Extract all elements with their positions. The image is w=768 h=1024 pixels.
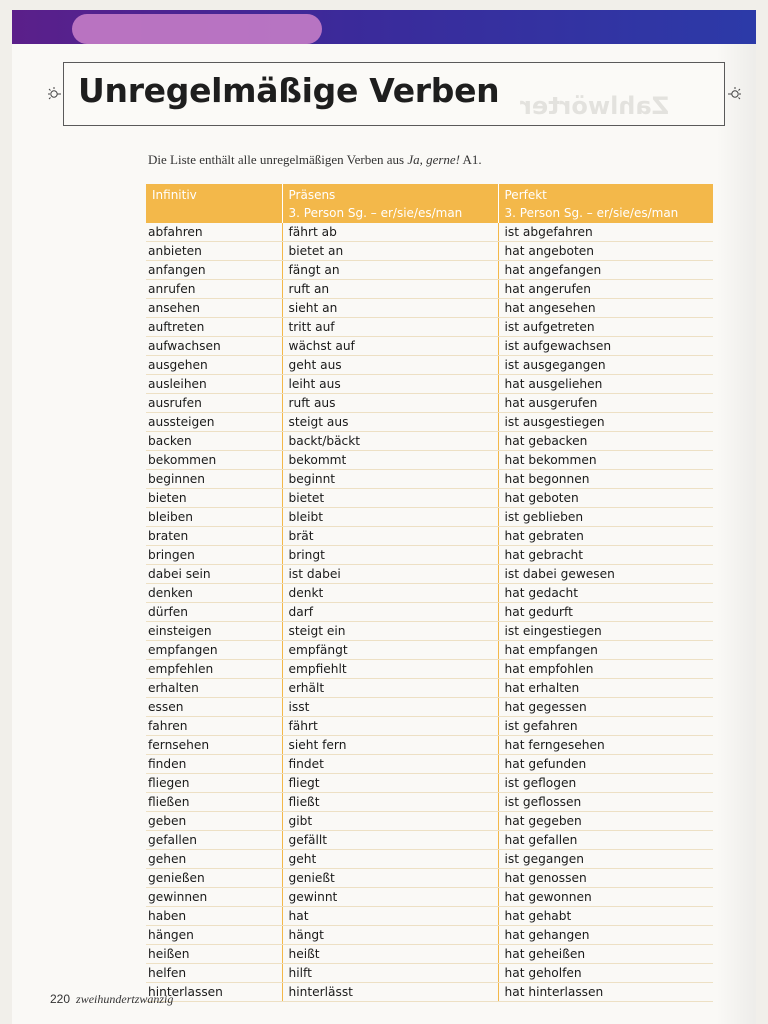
- praesens-cell: denkt: [282, 584, 498, 603]
- perfekt-cell: ist ausgestiegen: [498, 413, 713, 432]
- table-row: [146, 546, 713, 565]
- table-row: [146, 850, 713, 869]
- praesens-cell: findet: [282, 755, 498, 774]
- top-color-band: [12, 10, 756, 44]
- praesens-cell: sieht fern: [282, 736, 498, 755]
- infinitiv-cell: essen: [146, 698, 282, 717]
- praesens-cell: fährt ab: [282, 223, 498, 242]
- perfekt-cell: hat gewonnen: [498, 888, 713, 907]
- table-row: [146, 641, 713, 660]
- intro-text: [148, 152, 482, 168]
- table-header-row: [146, 184, 713, 204]
- page-shadow: [716, 44, 756, 1024]
- table-row: [146, 983, 713, 1002]
- praesens-cell: wächst auf: [282, 337, 498, 356]
- perfekt-cell: ist gegangen: [498, 850, 713, 869]
- table-row: [146, 869, 713, 888]
- table-row: [146, 223, 713, 242]
- perfekt-cell: hat angesehen: [498, 299, 713, 318]
- praesens-cell: hängt: [282, 926, 498, 945]
- header-praesens: Präsens: [282, 184, 498, 204]
- praesens-cell: heißt: [282, 945, 498, 964]
- praesens-cell: hat: [282, 907, 498, 926]
- praesens-cell: bietet: [282, 489, 498, 508]
- praesens-cell: beginnt: [282, 470, 498, 489]
- infinitiv-cell: gehen: [146, 850, 282, 869]
- praesens-cell: geht aus: [282, 356, 498, 375]
- praesens-cell: bietet an: [282, 242, 498, 261]
- table-row: [146, 622, 713, 641]
- praesens-cell: geht: [282, 850, 498, 869]
- perfekt-cell: hat genossen: [498, 869, 713, 888]
- table-row: [146, 242, 713, 261]
- infinitiv-cell: ansehen: [146, 299, 282, 318]
- infinitiv-cell: abfahren: [146, 223, 282, 242]
- perfekt-cell: hat begonnen: [498, 470, 713, 489]
- table-row: [146, 945, 713, 964]
- header-praesens-sub: 3. Person Sg. – er/sie/es/man: [282, 204, 498, 223]
- perfekt-cell: ist geflogen: [498, 774, 713, 793]
- infinitiv-cell: bleiben: [146, 508, 282, 527]
- perfekt-cell: hat gedacht: [498, 584, 713, 603]
- book-title: Ja, gerne!: [407, 152, 461, 167]
- table-row: [146, 508, 713, 527]
- lightbulb-icon: [46, 86, 62, 102]
- table-row: [146, 603, 713, 622]
- perfekt-cell: hat ausgerufen: [498, 394, 713, 413]
- praesens-cell: empfiehlt: [282, 660, 498, 679]
- table-row: [146, 812, 713, 831]
- infinitiv-cell: ausleihen: [146, 375, 282, 394]
- header-perfekt-sub: 3. Person Sg. – er/sie/es/man: [498, 204, 713, 223]
- praesens-cell: hilft: [282, 964, 498, 983]
- header-perfekt: Perfekt: [498, 184, 713, 204]
- table-row: [146, 736, 713, 755]
- infinitiv-cell: backen: [146, 432, 282, 451]
- infinitiv-cell: ausrufen: [146, 394, 282, 413]
- infinitiv-cell: denken: [146, 584, 282, 603]
- table-row: [146, 299, 713, 318]
- perfekt-cell: ist aufgewachsen: [498, 337, 713, 356]
- perfekt-cell: hat empfangen: [498, 641, 713, 660]
- praesens-cell: darf: [282, 603, 498, 622]
- infinitiv-cell: bekommen: [146, 451, 282, 470]
- page-title: Unregelmäßige Verben: [78, 71, 500, 110]
- praesens-cell: leiht aus: [282, 375, 498, 394]
- perfekt-cell: hat angeboten: [498, 242, 713, 261]
- table-row: [146, 470, 713, 489]
- perfekt-cell: hat angerufen: [498, 280, 713, 299]
- intro-after: A1.: [460, 152, 482, 167]
- table-row: [146, 356, 713, 375]
- header-infinitiv-sub: [146, 204, 282, 223]
- praesens-cell: bringt: [282, 546, 498, 565]
- praesens-cell: fliegt: [282, 774, 498, 793]
- table-row: [146, 432, 713, 451]
- perfekt-cell: ist geblieben: [498, 508, 713, 527]
- infinitiv-cell: helfen: [146, 964, 282, 983]
- lightbulb-icon: [727, 86, 743, 102]
- table-subheader-row: [146, 204, 713, 223]
- perfekt-cell: hat gefunden: [498, 755, 713, 774]
- table-row: [146, 888, 713, 907]
- perfekt-cell: ist aufgetreten: [498, 318, 713, 337]
- table-row: [146, 755, 713, 774]
- praesens-cell: ist dabei: [282, 565, 498, 584]
- praesens-cell: sieht an: [282, 299, 498, 318]
- praesens-cell: gefällt: [282, 831, 498, 850]
- table-row: [146, 698, 713, 717]
- infinitiv-cell: einsteigen: [146, 622, 282, 641]
- praesens-cell: brät: [282, 527, 498, 546]
- praesens-cell: erhält: [282, 679, 498, 698]
- praesens-cell: bleibt: [282, 508, 498, 527]
- praesens-cell: tritt auf: [282, 318, 498, 337]
- praesens-cell: empfängt: [282, 641, 498, 660]
- infinitiv-cell: gewinnen: [146, 888, 282, 907]
- infinitiv-cell: hinterlassen: [146, 983, 282, 1002]
- praesens-cell: fängt an: [282, 261, 498, 280]
- praesens-cell: bekommt: [282, 451, 498, 470]
- page-footer: [50, 992, 173, 1007]
- perfekt-cell: hat gehabt: [498, 907, 713, 926]
- infinitiv-cell: fernsehen: [146, 736, 282, 755]
- infinitiv-cell: haben: [146, 907, 282, 926]
- infinitiv-cell: hängen: [146, 926, 282, 945]
- praesens-cell: backt/bäckt: [282, 432, 498, 451]
- praesens-cell: steigt ein: [282, 622, 498, 641]
- page-number-word: zweihundertzwanzig: [76, 992, 174, 1006]
- praesens-cell: fließt: [282, 793, 498, 812]
- table-row: [146, 261, 713, 280]
- table-row: [146, 964, 713, 983]
- table-row: [146, 451, 713, 470]
- perfekt-cell: hat angefangen: [498, 261, 713, 280]
- table-row: [146, 584, 713, 603]
- table-row: [146, 565, 713, 584]
- infinitiv-cell: bringen: [146, 546, 282, 565]
- table-row: [146, 793, 713, 812]
- infinitiv-cell: finden: [146, 755, 282, 774]
- infinitiv-cell: fließen: [146, 793, 282, 812]
- table-row: [146, 774, 713, 793]
- infinitiv-cell: dabei sein: [146, 565, 282, 584]
- infinitiv-cell: aufwachsen: [146, 337, 282, 356]
- praesens-cell: gewinnt: [282, 888, 498, 907]
- perfekt-cell: ist dabei gewesen: [498, 565, 713, 584]
- infinitiv-cell: fliegen: [146, 774, 282, 793]
- infinitiv-cell: anbieten: [146, 242, 282, 261]
- table-row: [146, 831, 713, 850]
- praesens-cell: isst: [282, 698, 498, 717]
- table-row: [146, 527, 713, 546]
- infinitiv-cell: auftreten: [146, 318, 282, 337]
- perfekt-cell: hat geheißen: [498, 945, 713, 964]
- praesens-cell: genießt: [282, 869, 498, 888]
- perfekt-cell: hat gegeben: [498, 812, 713, 831]
- perfekt-cell: ist eingestiegen: [498, 622, 713, 641]
- infinitiv-cell: empfehlen: [146, 660, 282, 679]
- infinitiv-cell: gefallen: [146, 831, 282, 850]
- perfekt-cell: hat erhalten: [498, 679, 713, 698]
- perfekt-cell: ist geflossen: [498, 793, 713, 812]
- infinitiv-cell: erhalten: [146, 679, 282, 698]
- table-row: [146, 717, 713, 736]
- praesens-cell: hinterlässt: [282, 983, 498, 1002]
- decorative-blob: [72, 14, 322, 44]
- perfekt-cell: hat hinterlassen: [498, 983, 713, 1002]
- infinitiv-cell: beginnen: [146, 470, 282, 489]
- praesens-cell: ruft aus: [282, 394, 498, 413]
- intro-before: Die Liste enthält alle unregelmäßigen Verben aus: [148, 152, 408, 167]
- table-row: [146, 337, 713, 356]
- perfekt-cell: hat gehangen: [498, 926, 713, 945]
- table-row: [146, 489, 713, 508]
- infinitiv-cell: ausgehen: [146, 356, 282, 375]
- perfekt-cell: hat gebacken: [498, 432, 713, 451]
- verb-table: [146, 184, 713, 1002]
- table-row: [146, 660, 713, 679]
- perfekt-cell: hat ausgeliehen: [498, 375, 713, 394]
- perfekt-cell: hat empfohlen: [498, 660, 713, 679]
- page-number: 220: [50, 992, 71, 1006]
- praesens-cell: gibt: [282, 812, 498, 831]
- perfekt-cell: hat gefallen: [498, 831, 713, 850]
- perfekt-cell: ist gefahren: [498, 717, 713, 736]
- table-row: [146, 280, 713, 299]
- perfekt-cell: ist ausgegangen: [498, 356, 713, 375]
- infinitiv-cell: fahren: [146, 717, 282, 736]
- perfekt-cell: hat bekommen: [498, 451, 713, 470]
- perfekt-cell: hat geholfen: [498, 964, 713, 983]
- table-row: [146, 679, 713, 698]
- perfekt-cell: hat gedurft: [498, 603, 713, 622]
- table-row: [146, 413, 713, 432]
- perfekt-cell: hat gebraten: [498, 527, 713, 546]
- perfekt-cell: hat geboten: [498, 489, 713, 508]
- perfekt-cell: ist abgefahren: [498, 223, 713, 242]
- praesens-cell: ruft an: [282, 280, 498, 299]
- infinitiv-cell: heißen: [146, 945, 282, 964]
- infinitiv-cell: anrufen: [146, 280, 282, 299]
- perfekt-cell: hat gebracht: [498, 546, 713, 565]
- table-row: [146, 926, 713, 945]
- perfekt-cell: hat gegessen: [498, 698, 713, 717]
- infinitiv-cell: geben: [146, 812, 282, 831]
- infinitiv-cell: dürfen: [146, 603, 282, 622]
- table-row: [146, 394, 713, 413]
- header-infinitiv: Infinitiv: [146, 184, 282, 204]
- infinitiv-cell: anfangen: [146, 261, 282, 280]
- infinitiv-cell: aussteigen: [146, 413, 282, 432]
- verb-rows: [146, 223, 713, 1002]
- table-row: [146, 318, 713, 337]
- infinitiv-cell: braten: [146, 527, 282, 546]
- perfekt-cell: hat ferngesehen: [498, 736, 713, 755]
- show-through-text: Zahlwörter: [520, 92, 669, 120]
- praesens-cell: fährt: [282, 717, 498, 736]
- table-row: [146, 907, 713, 926]
- praesens-cell: steigt aus: [282, 413, 498, 432]
- infinitiv-cell: genießen: [146, 869, 282, 888]
- infinitiv-cell: bieten: [146, 489, 282, 508]
- infinitiv-cell: empfangen: [146, 641, 282, 660]
- table-row: [146, 375, 713, 394]
